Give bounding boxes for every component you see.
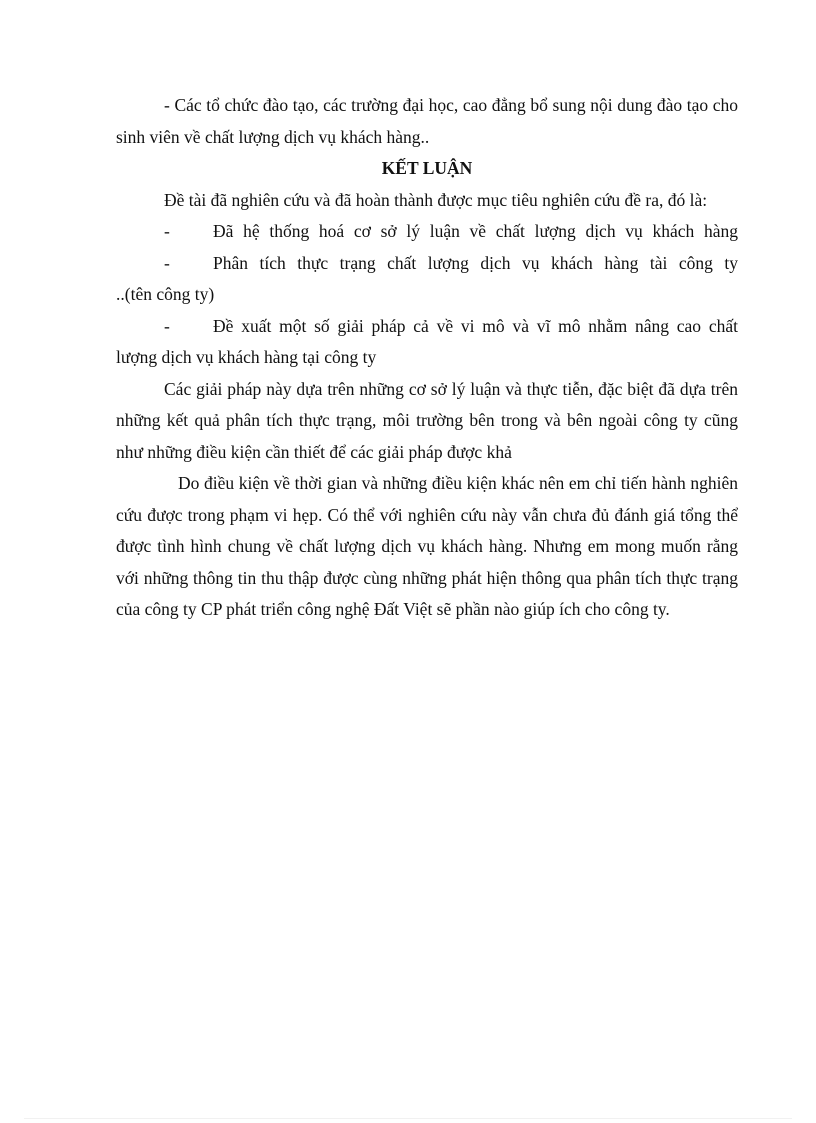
bullet-item — [116, 216, 738, 248]
intro-paragraph: - Các tổ chức đào tạo, các trường đại học, cao đẳng bổ sung nội dung đào tạo cho sinh viên về chất lượng dịch vụ khách hàng.. — [116, 95, 738, 147]
closing-paragraph: Do điều kiện về thời gian và những điều kiện khác nên em chỉ tiến hành nghiên cứu được trong phạm vi hẹp. Có thể với nghiên cứu này vẫn chưa đủ đánh giá tổng thể được tình hình chung về chất lượng dịch vụ khách hàng. Nhưng em mong muốn rằng với những thông tin thu thập được cùng những phát hiện thông qua phân tích thực trạng của công ty CP phát triển công nghệ Đất Việt sẽ phần nào giúp ích cho công ty. — [116, 473, 738, 619]
bullet-continuation: lượng dịch vụ khách hàng tại công ty — [116, 347, 377, 367]
bullet-text: Đã hệ thống hoá cơ sở lý luận về chất lượng dịch vụ khách hàng — [213, 221, 738, 241]
section-heading: KẾT LUẬN — [381, 158, 473, 178]
page-bottom-divider — [24, 1118, 792, 1119]
bullet-dash: - — [164, 221, 170, 241]
bullet-item — [116, 248, 738, 280]
lead-sentence: Đề tài đã nghiên cứu và đã hoàn thành được mục tiêu nghiên cứu đề ra, đó là: — [164, 189, 708, 210]
bullet-text: Đề xuất một số giải pháp cả về vi mô và vĩ mô nhằm nâng cao chất — [213, 315, 738, 336]
bullet-item — [116, 311, 738, 343]
bullet-continuation: ..(tên công ty) — [116, 284, 215, 304]
bullet-dash: - — [164, 315, 170, 336]
document-body — [116, 90, 738, 626]
solutions-paragraph: Các giải pháp này dựa trên những cơ sở lý luận và thực tiễn, đặc biệt đã dựa trên những kết quả phân tích thực trạng, môi trường bên trong và bên ngoài công ty cũng như những điều kiện cần thiết để các giải pháp được khả — [116, 378, 738, 462]
bullet-dash: - — [164, 252, 170, 273]
bullet-text: Phân tích thực trạng chất lượng dịch vụ khách hàng tài công ty — [213, 252, 738, 273]
